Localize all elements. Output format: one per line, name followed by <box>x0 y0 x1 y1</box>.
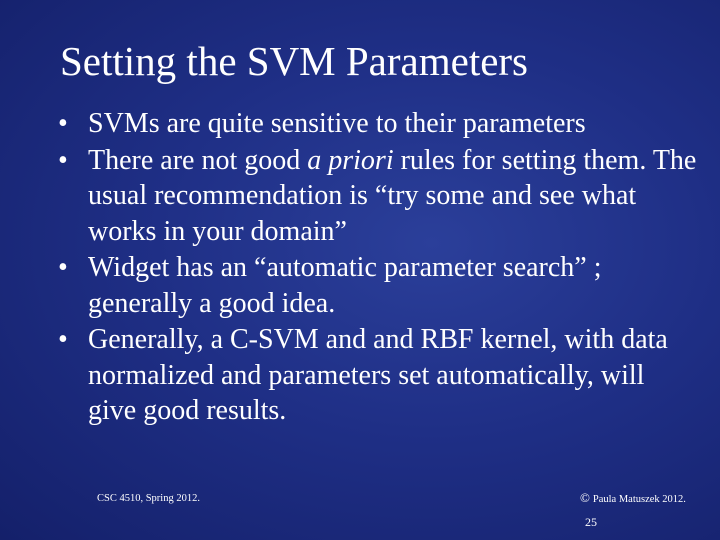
footer-course-label: CSC 4510, Spring 2012. <box>97 493 200 504</box>
bullet-item <box>58 322 698 429</box>
bullet-text: There are not good <box>88 144 308 176</box>
bullet-text: rules for setting them. The usual recommendation is “try some and see what works in your domain” <box>88 144 697 247</box>
bullet-item <box>58 250 698 321</box>
bullet-marker: • <box>58 324 68 355</box>
bullet-item <box>58 143 698 250</box>
copyright-icon: © <box>580 490 590 505</box>
bullet-marker: • <box>58 252 68 283</box>
bullet-marker: • <box>58 108 68 139</box>
bullet-item <box>58 106 698 142</box>
bullet-text: Widget has an “automatic parameter search” ; generally a good idea. <box>88 252 602 319</box>
bullet-text: SVMs are quite sensitive to their parameters <box>88 108 586 139</box>
page-number: 25 <box>585 515 597 529</box>
bullet-text-italic: a priori <box>307 144 394 176</box>
bullet-text: Generally, a C-SVM and and RBF kernel, with data normalized and parameters set automatically, will give good results. <box>88 324 668 426</box>
footer-copyright <box>580 491 686 507</box>
slide-title: Setting the SVM Parameters <box>60 38 529 84</box>
bullet-list <box>58 106 698 430</box>
copyright-text: Paula Matuszek 2012. <box>592 494 686 505</box>
bullet-marker: • <box>58 144 68 176</box>
